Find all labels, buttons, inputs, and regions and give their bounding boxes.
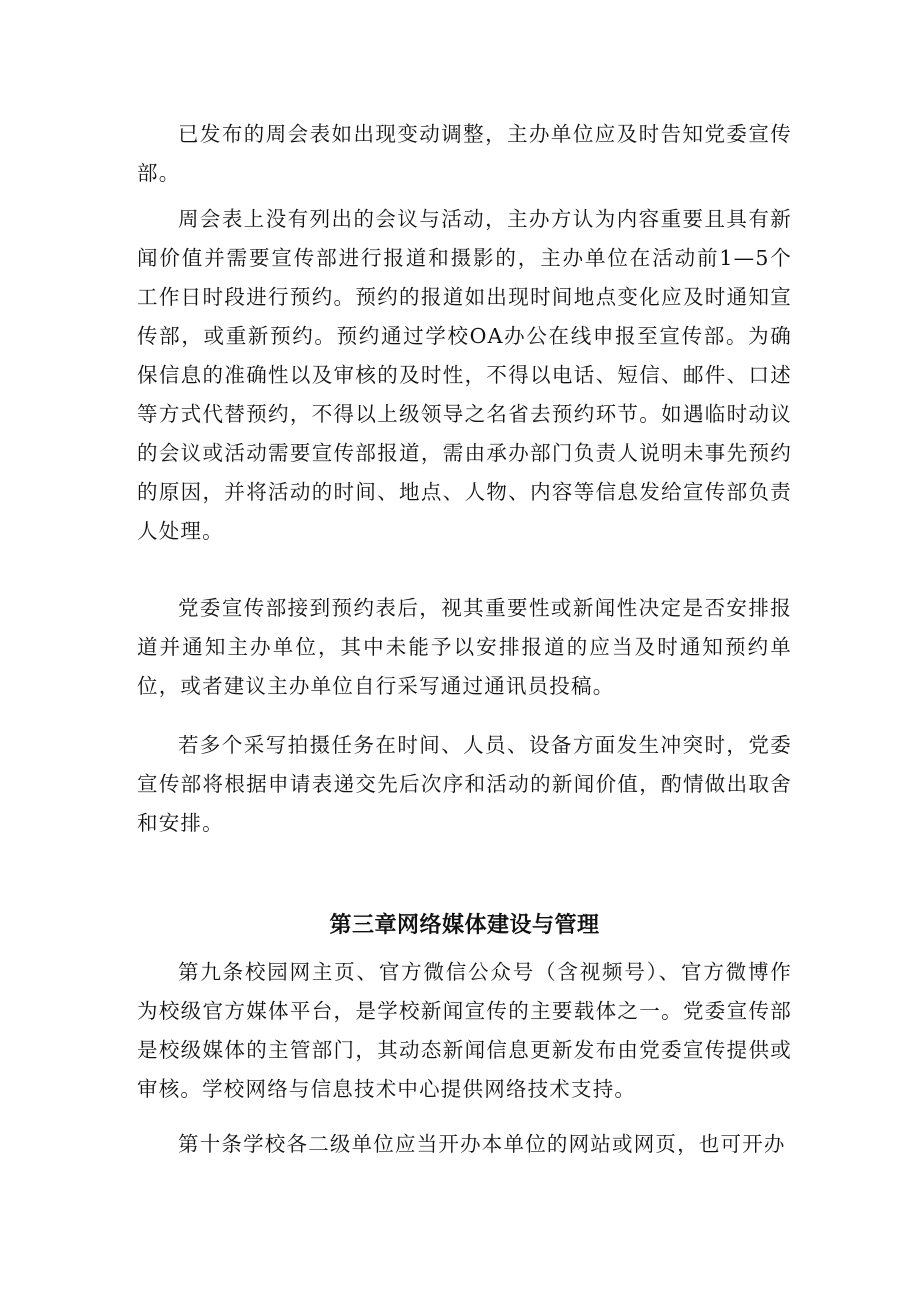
paragraph-article-10: 第十条学校各二级单位应当开办本单位的网站或网页，也可开办 <box>178 1132 786 1156</box>
paragraph-article-9: 第九条校园网主页、官方微信公众号（含视频号）、官方微博作为校级官方媒体平台，是学校新闻宣传的主要载体之一。党委宣传部是校级媒体的主管部门，其动态新闻信息更新发布由党委宣传提供或审核。学校网络与信息技术中心提供网络技术支持。 <box>137 960 792 1101</box>
paragraph-booking-rules: 周会表上没有列出的会议与活动，主办方认为内容重要且具有新闻价值并需要宣传部进行报道和摄影的，主办单位在活动前1—5个工作日时段进行预约。预约的报道如出现时间地点变化应及时通知宣传部，或重新预约。预约通过学校OA办公在线申报至宣传部。为确保信息的准确性以及审核的及时性，不得以电话、短信、邮件、口述等方式代替预约，不得以上级领导之名省去预约环节。如遇临时动议的会议或活动需要宣传部报道，需由承办部门负责人说明未事先预约的原因，并将活动的时间、地点、人物、内容等信息发给宣传部负责人处理。 <box>137 207 792 543</box>
paragraph-review-arrangement: 党委宣传部接到预约表后，视其重要性或新闻性决定是否安排报道并通知主办单位，其中未能予以安排报道的应当及时通知预约单位，或者建议主办单位自行采写通过通讯员投稿。 <box>137 596 792 698</box>
chapter-heading: 第三章网络媒体建设与管理 <box>329 913 600 938</box>
paragraph-conflict-resolution: 若多个采写拍摄任务在时间、人员、设备方面发生冲突时，党委宣传部将根据申请表递交先后次序和活动的新闻价值，酌情做出取舍和安排。 <box>137 733 792 835</box>
paragraph-schedule-change: 已发布的周会表如出现变动调整，主办单位应及时告知党委宣传部。 <box>137 122 792 185</box>
